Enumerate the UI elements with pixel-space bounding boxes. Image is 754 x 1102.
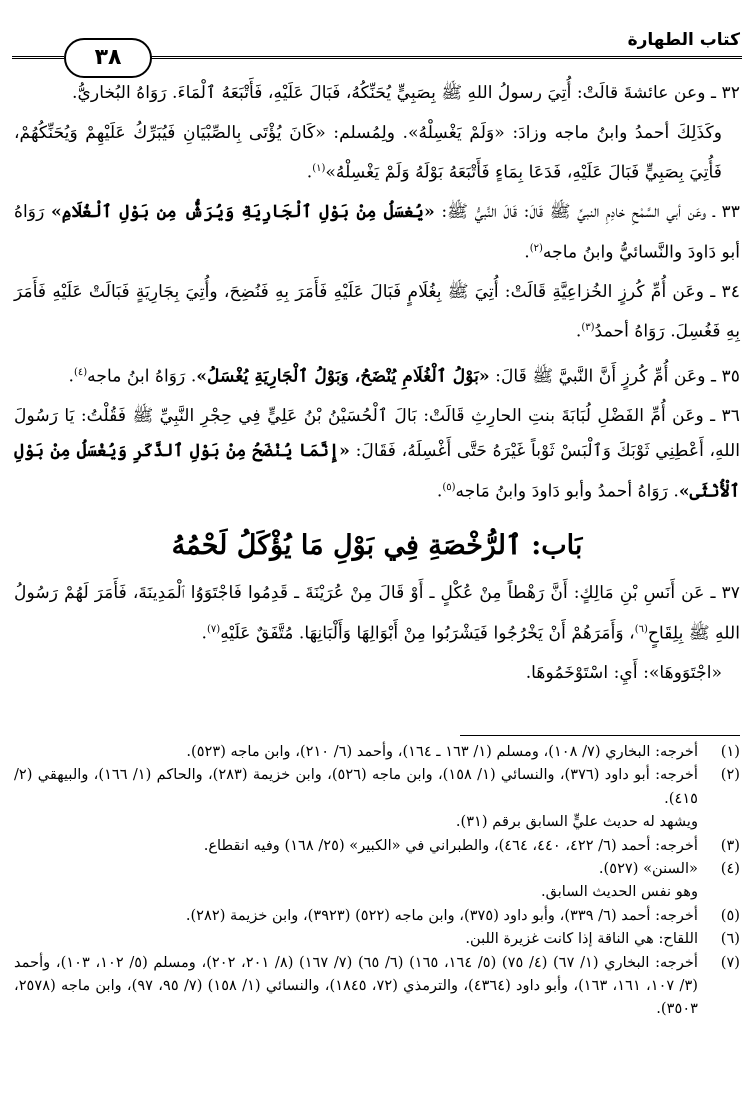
footnote-divider	[460, 735, 740, 736]
footnote-mark[interactable]: (٦)	[634, 623, 648, 635]
footnote-item	[14, 904, 740, 927]
footnote-text: اللقاح: هي الناقة إذا كانت غزيرة اللبن.	[465, 930, 698, 948]
footnote-item	[14, 927, 740, 950]
hadith-source: ، وَأَمَرَهُمْ أَنْ يَخْرُجُوا فَيَشْرَبُوا مِنْ أَبْوَالِهَا وَأَلْبَانِهَا. مُتَّفَقٌ عَلَيْهِ	[220, 623, 635, 644]
prophetic-saying: «إِنَّمَا يُنْضَحُ مِنْ بَوْلِ ٱلذَّكَرِ وَيُغْسَلُ مِنْ بَوْلِ ٱلْأُنْثَى»	[14, 441, 740, 502]
footnote-text: أخرجه: أحمد (٦/ ٣٣٩)، وأبو داود (٣٧٥)، وابن ماجه (٥٢٢) (٣٩٢٣)، وابن خزيمة (٢٨٢).	[185, 906, 698, 924]
hadith-text: ٣٧ ـ عَن أَنَسِ بْنِ مَالِكٍ: أَنَّ رَهْطاً مِنْ عُكْلٍ ـ أَوْ قَالَ مِنْ عُرَيْنَةَ ـ قَدِمُوا فَاجْتَوَوُا ٱلْمَدِينَةَ، فَأَمَرَ لَهُمْ رَسُولُ اللهِ ﷺ بِلِقَاحٍ	[14, 583, 740, 644]
hadith-36: ٣٦ ـ وعَن أُمِّ الفَضْلِ لُبَابَةَ بنتِ الحارِثِ قَالَتْ: بَالَ ٱلْحُسَيْنُ بْنُ عَلِيٍّ فِي حِجْرِ النَّبِيِّ ﷺ فَقُلْتُ: يَا رَسُولَ اللهِ، أَعْطِنِي ثَوْبَكَ وَٱلْبَسْ ثَوْباً غَيْرَهُ حَتَّى أَغْسِلَهُ، فَقَالَ: «إِنَّمَا يُنْضَحُ مِنْ بَوْلِ ٱلذَّكَرِ وَيُغْسَلُ مِنْ بَوْلِ ٱلْأُنْثَى». رَوَاهُ أحمدُ وأبو دَاودَ وابنُ مَاجه$^{(٥)}$.	[14, 405, 740, 502]
hadith-source: . رَوَاهُ ابنُ ماجه	[87, 366, 197, 387]
header-rule-end	[12, 56, 64, 59]
hadith-text: وكَذَلِكَ أحمدُ وابنُ ماجه وزادَ: «وَلَمْ يَغْسِلْهُ». ولِمُسلم: «كَانَ يُؤْتَى بِالصِّبْيَانِ فَيُبَرِّكُ عَلَيْهِمْ وَيُحَنِّكُهُمْ، فَأُتِيَ بِصَبِيٍّ فَبَالَ عَلَيْهِ، فَدَعَا بِمَاءٍ فَأَتْبَعَهُ بَوْلَهُ وَلَمْ يَغْسِلْهُ»	[14, 122, 722, 183]
footnote-mark[interactable]: (٤)	[73, 366, 88, 378]
header-rule	[148, 56, 742, 59]
footnote-item	[14, 834, 740, 857]
hadith-source: رَوَاهُ أبو دَاودَ والنَّسائيُّ وابنُ ماجه	[14, 202, 740, 263]
footnote-number: (٢)	[720, 766, 740, 784]
footnote-item	[14, 951, 740, 1021]
footnote-text: أخرجه: أحمد (٦/ ٤٢٢، ٤٤٠، ٤٦٤)، والطبراني في «الكبير» (٢٥/ ١٦٨) وفيه انقطاع.	[203, 836, 698, 854]
footnote-text: «السنن» (٥٢٧).	[598, 860, 698, 878]
footnote-text: أخرجه: البخاري (٧/ ١٠٨)، ومسلم (١/ ١٦٣ ـ ١٦٤)، وأحمد (٦/ ٢١٠)، وابن ماجه (٥٢٣).	[186, 743, 698, 760]
footnote-number: (٤)	[720, 860, 740, 878]
footnote-mark[interactable]: (٢)	[529, 242, 543, 254]
prophetic-saying: «بَوْلُ ٱلْغُلَامِ يُنْضَحُ، وَبَوْلُ ٱلْجَارِيَةِ يُغْسَلُ»	[196, 366, 490, 387]
footnote-extra: ويشهد له حديث عليٍّ السابق برقم (٣١).	[455, 813, 698, 831]
hadith-text: ٣٦ ـ وعَن أُمِّ الفَضْلِ لُبَابَةَ بنتِ الحارِثِ قَالَتْ: بَالَ ٱلْحُسَيْنُ بْنُ عَلِيٍّ فِي حِجْرِ النَّبِيِّ ﷺ فَقُلْتُ: يَا رَسُولَ اللهِ، أَعْطِنِي ثَوْبَكَ وَٱلْبَسْ ثَوْباً غَيْرَهُ حَتَّى أَغْسِلَهُ، فَقَالَ:	[14, 405, 740, 462]
footnote-extra: وهو نفس الحديث السابق.	[540, 883, 698, 901]
footnotes	[14, 740, 740, 1021]
footnote-mark[interactable]: (٥)	[442, 481, 456, 493]
footnote-number: (١)	[720, 743, 740, 760]
main-text	[14, 76, 740, 695]
footnote-text: أخرجه: أبو داود (٣٧٦)، والنسائي (١/ ١٥٨)، وابن ماجه (٥٢٦)، وابن خزيمة (٢٨٣)، والحاكم (١/ ١٦٦)، والبيهقي (٢/ ٤١٥).	[14, 766, 698, 807]
hadith-text: ٣٣ ـ وعَن أبي السَّمْحِ خادِمِ النبيِّ ﷺ قَالَ: قَالَ النَّبيُّ ﷺ:	[434, 202, 740, 223]
hadith-34: ٣٤ ـ وعَن أُمِّ كُرزٍ الخُزاعِيَّةِ قَالَتْ: أُتِيَ ﷺ بِغُلَامٍ فَبَالَ عَلَيْهِ فَأَمَرَ بِهِ فَنُضِحَ، وأُتِيَ بِجَارِيَةٍ فَبَالَتْ عَلَيْهِ فَأَمَرَ بِهِ فَغُسِلَ. رَوَاهُ أحمدُ$^{(٣)}$.	[14, 281, 741, 343]
hadith-text: ٣٢ ـ وعن عائشةَ قالَتْ: أُتِيَ رسولُ اللهِ ﷺ بِصَبِيٍّ يُحَنِّكُهُ، فَبَالَ عَلَيْهِ، فَأَتْبَعَهُ ٱلْمَاءَ. رَوَاهُ البُخاريُّ.	[72, 83, 740, 103]
hadith-37: ٣٧ ـ عَن أَنَسِ بْنِ مَالِكٍ: أَنَّ رَهْطاً مِنْ عُكْلٍ ـ أَوْ قَالَ مِنْ عُرَيْنَةَ ـ قَدِمُوا فَاجْتَوَوُا ٱلْمَدِينَةَ، فَأَمَرَ لَهُمْ رَسُولُ اللهِ ﷺ بِلِقَاحٍ$^{(٦)}$، وَأَمَرَهُمْ أَنْ يَخْرُجُوا فَيَشْرَبُوا مِنْ أَبْوَالِهَا وَأَلْبَانِهَا. مُتَّفَقٌ عَلَيْهِ$^{(٧)}$.	[14, 583, 740, 644]
word-explanation: «اجْتَوَوهَا»: أَيِ: اسْتَوْخَمُوهَا.	[525, 662, 722, 683]
hadith-source: . رَوَاهُ أحمدُ وأبو دَاودَ وابنُ مَاجه	[455, 481, 679, 502]
hadith-text: ٣٤ ـ وعَن أُمِّ كُرزٍ الخُزاعِيَّةِ قَالَتْ: أُتِيَ ﷺ بِغُلَامٍ فَبَالَ عَلَيْهِ فَأَمَرَ بِهِ فَنُضِحَ، وأُتِيَ بِجَارِيَةٍ فَبَالَتْ عَلَيْهِ فَأَمَرَ بِهِ فَغُسِلَ. رَوَاهُ أحمدُ	[14, 281, 741, 343]
footnote-item	[14, 740, 740, 763]
footnote-text: أخرجه: البخاري (١/ ٦٧) (٤/ ٧٥) (٥/ ١٦٤، ١٦٥) (٦/ ٦٥) (٧/ ١٦٧) (٨/ ٢٠١، ٢٠٢)، ومسلم (٥/ ١٠٢، ١٠٣)، وأحمد (٣/ ١٠٧، ١٦١، ١٦٣)، وأبو داود (٤٣٦٤)، والترمذي (٧٢، ١٨٤٥)، والنسائي (١/ ١٥٨) (٧/ ٩٥، ٩٧)، وابن ماجه (٢٥٧٨، ٣٥٠٣).	[14, 953, 698, 1018]
footnote-number: (٧)	[720, 953, 740, 971]
footnote-item	[14, 857, 740, 880]
footnote-item	[14, 763, 740, 810]
footnote-mark[interactable]: (٧)	[207, 623, 221, 635]
footnote-number: (٣)	[720, 836, 740, 854]
hadith-33: ٣٣ ـ وعَن أبي السَّمْحِ خادِمِ النبيِّ ﷺ قَالَ: قَالَ النَّبيُّ ﷺ: «يُغسَلُ مِنْ بَوْلِ ٱلْجَارِيَةِ وَيُرَشُّ مِن بَوْلِ ٱلْغُلَامِ» رَوَاهُ أبو دَاودَ والنَّسائيُّ وابنُ ماجه$^{(٢)}$.	[14, 202, 740, 263]
footnote-mark[interactable]: (١)	[312, 163, 326, 174]
hadith-35: ٣٥ ـ وعَن أُمِّ كُرزٍ أَنَّ النَّبيَّ ﷺ قَالَ: «بَوْلُ ٱلْغُلَامِ يُنْضَحُ، وَبَوْلُ ٱلْجَارِيَةِ يُغْسَلُ». رَوَاهُ ابنُ ماجه$^{(٤)}$.	[68, 366, 740, 387]
footnote-number: (٦)	[720, 930, 740, 948]
hadith-32	[14, 76, 740, 112]
prophetic-saying: «يُغسَلُ مِنْ بَوْلِ ٱلْجَارِيَةِ وَيُرَشُّ مِن بَوْلِ ٱلْغُلَامِ»	[51, 202, 435, 223]
page-number: ٣٨	[64, 38, 152, 78]
hadith-text: ٣٥ ـ وعَن أُمِّ كُرزٍ أَنَّ النَّبيَّ ﷺ قَالَ:	[489, 366, 740, 387]
hadith-32-note: وكَذَلِكَ أحمدُ وابنُ ماجه وزادَ: «وَلَمْ يَغْسِلْهُ». ولِمُسلم: «كَانَ يُؤْتَى بِالصِّبْيَانِ فَيُبَرِّكُ عَلَيْهِمْ وَيُحَنِّكُهُمْ، فَأُتِيَ بِصَبِيٍّ فَبَالَ عَلَيْهِ، فَدَعَا بِمَاءٍ فَأَتْبَعَهُ بَوْلَهُ وَلَمْ يَغْسِلْهُ»$^{(١)}$.	[14, 122, 722, 183]
chapter-title: بَاب: ٱلرُّخْصَةِ فِي بَوْلِ مَا يُؤْكَلُ لَحْمُهُ	[171, 530, 583, 562]
page-header	[0, 28, 754, 78]
footnote-mark[interactable]: (٣)	[581, 322, 595, 334]
footnote-number: (٥)	[720, 906, 740, 924]
book-title: كتاب الطهارة	[627, 30, 740, 50]
